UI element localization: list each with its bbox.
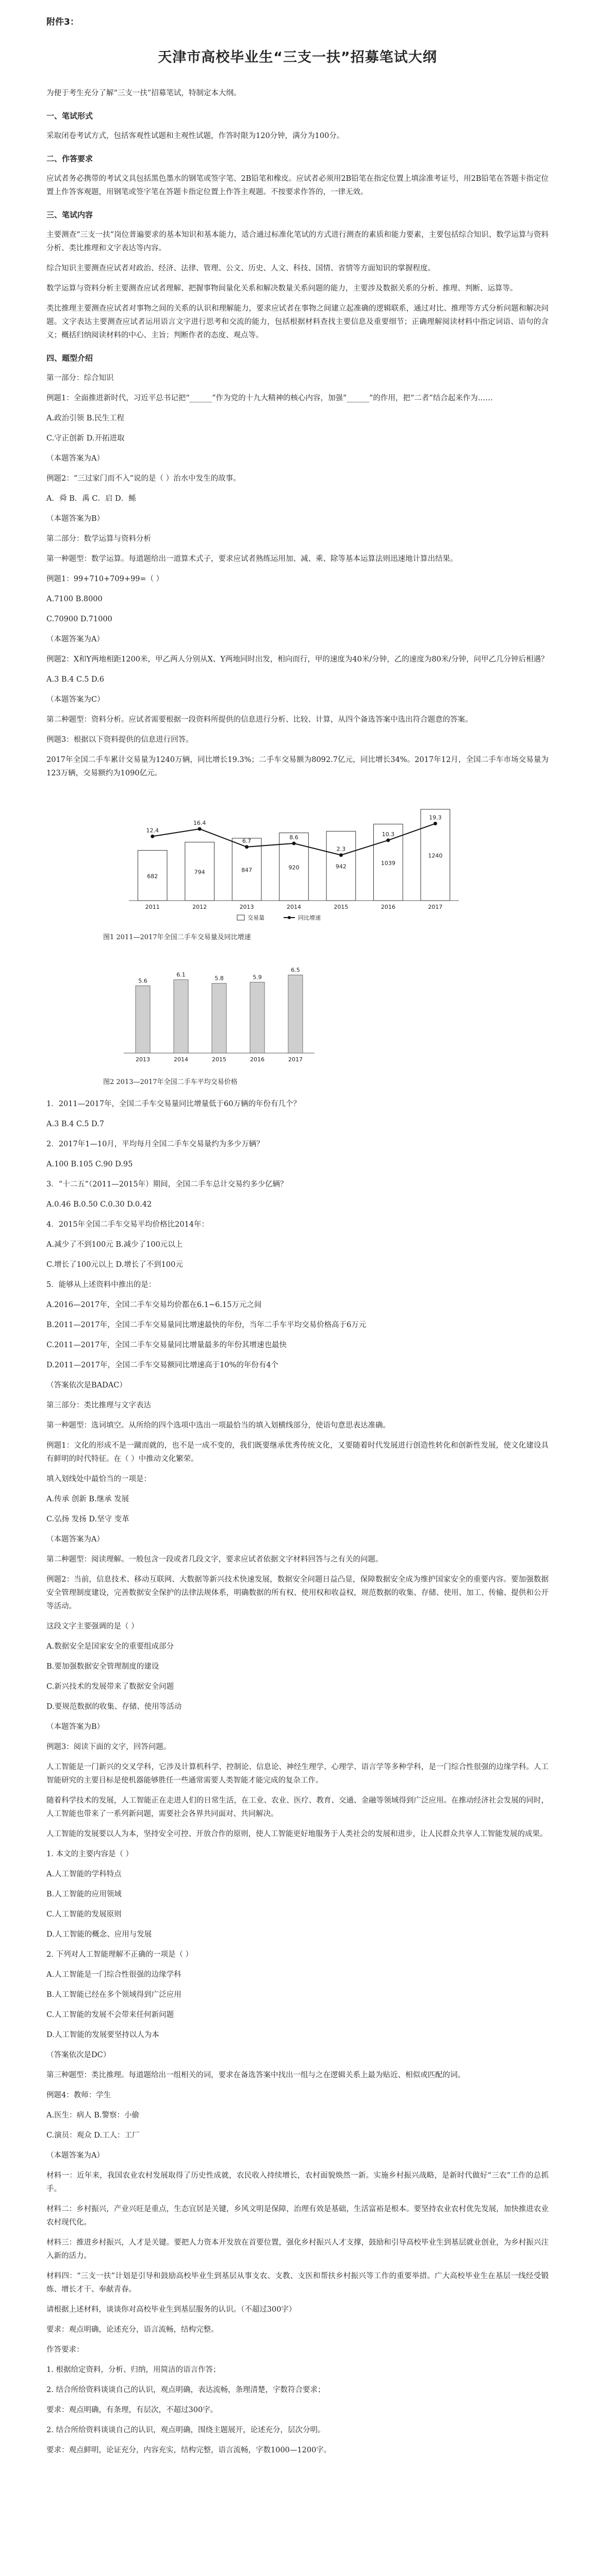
example-options: A.政治引领 B.民生工程 <box>46 414 124 422</box>
question-options: C.增长了100元以上 D.增长了不到100元 <box>46 1261 183 1269</box>
growth-value-label: 19.3 <box>429 814 442 821</box>
paragraph: 要求：观点鲜明，论证充分，内容充实，结构完整，语言流畅，字数1000—1200字。 <box>46 2446 332 2454</box>
paragraph: 第二种题型：阅读理解。一般包含一段或者几段文字，要求应试者依据文字材料回答与之有关的问题。 <box>46 1555 383 1564</box>
example-options: A.传承 创新 B.继承 发展 <box>46 1495 129 1503</box>
paragraph: 作答要求： <box>46 2346 84 2354</box>
example-question: 例题4：教师：学生 <box>46 2091 111 2099</box>
example-answer: （答案依次是BADAC） <box>46 1381 127 1389</box>
bar-value-label: 5.8 <box>214 975 224 982</box>
example-options: D.要规范数据的收集、存储、使用等活动 <box>46 1703 182 1711</box>
paragraph: 2. 结合所给资料谈谈自己的认识，观点明确，围绕主题展开，论述充分，层次分明。 <box>46 2426 325 2434</box>
x-tick-label: 2015 <box>212 1056 226 1063</box>
example-question: 例题3：阅读下面的文字，回答问题。 <box>46 1743 171 1751</box>
legend-label: 交易量 <box>247 914 265 921</box>
example-options: C.70900 D.71000 <box>46 615 112 623</box>
x-tick-label: 2014 <box>174 1056 188 1063</box>
question-options: C.人工智能的发展不会带来任何新问题 <box>46 2011 174 2019</box>
bar-value-label: 1240 <box>428 852 443 859</box>
question-options: A.100 B.105 C.90 D.95 <box>46 1160 133 1168</box>
question-options: C.2011—2017年，全国二手车交易量同比增量最多的年份其增速也最快 <box>46 1341 287 1349</box>
paragraph: 第三种题型：类比推理。每道题给出一组相关的词，要求在备选答案中找出一组与之在逻辑关系上最为贴近、相似或匹配的词。 <box>46 2071 465 2079</box>
question-options: A.3 B.4 C.5 D.7 <box>46 1120 104 1128</box>
growth-value-label: 2.3 <box>336 845 346 853</box>
bar <box>288 975 303 1053</box>
paragraph: 人工智能的发展要以人为本，坚持安全可控、开放合作的原则，使人工智能更好地服务于人类社会的发展和进步，让人民群众共享人工智能发展的成果。 <box>46 1830 548 1838</box>
paragraph: 采取闭卷考试方式，包括客观性试题和主观性试题，作答时限为120分钟，满分为100分。 <box>46 132 344 140</box>
question-options: B.人工智能的应用领域 <box>46 1890 122 1899</box>
paragraph: 材料二：乡村振兴，产业兴旺是重点，生态宜居是关键，乡风文明是保障，治理有效是基础，生活富裕是根本。要坚持农业农村优先发展，加快推进农业农村现代化。 <box>46 2205 549 2227</box>
x-tick-label: 2017 <box>428 904 443 910</box>
example-question: 例题1：文化的形成不是一蹴而就的，也不是一成不变的，我们既要继承优秀传统文化，又要随着时代发展进行创造性转化和创新性发展，使文化建设具有鲜明的时代特征。在（ ）中推动文化繁荣。 <box>46 1442 549 1463</box>
question: 5．能够从上述资料中推出的是： <box>46 1281 156 1289</box>
section-heading: 三、笔试内容 <box>46 210 93 219</box>
part-heading: 第三部分：类比推理与文字表达 <box>46 1401 151 1410</box>
growth-point <box>245 845 249 849</box>
example-options: A．舜 B．禹 C．启 D．鲧 <box>46 495 136 503</box>
question: 3．“十二五”（2011—2015年）期间，全国二手车总计交易约多少亿辆？ <box>46 1180 288 1189</box>
legend-line-marker <box>288 916 291 919</box>
paragraph: 第一种题型：选词填空。从所给的四个选项中选出一项最恰当的填入划横线部分，使语句意思表达准确。 <box>46 1421 390 1430</box>
question-options: A.0.46 B.0.50 C.0.30 D.0.42 <box>46 1200 152 1209</box>
bar-value-label: 1039 <box>381 859 395 867</box>
paragraph: 填入划线处中最恰当的一项是： <box>46 1475 151 1483</box>
question: 1. 本文的主要内容是（ ） <box>46 1850 134 1858</box>
bar-value-label: 942 <box>335 863 346 870</box>
part-heading: 第二部分：数学运算与资料分析 <box>46 535 151 543</box>
example-options: A.医生：病人 B.警察：小偷 <box>46 2111 139 2120</box>
section-heading: 一、笔试形式 <box>46 111 93 121</box>
paragraph: 材料一：近年来，我国农业农村发展取得了历史性成就，农民收入持续增长，农村面貌焕然一新。实施乡村振兴战略，是新时代做好“三农”工作的总抓手。 <box>46 2172 549 2193</box>
example-answer: （本题答案为A） <box>46 1535 104 1544</box>
document-title: 天津市高校毕业生“三支一扶”招募笔试大纲 <box>158 49 437 65</box>
bar-value-label: 6.1 <box>176 971 186 978</box>
paragraph: 随着科学技术的发展，人工智能正在走进人们的日常生活，在工业、农业、医疗、教育、交通、金融等领域得到广泛应用。在推动经济社会发展的同时，人工智能也带来了一系列新问题，需要社会各界共同面对、共同解决。 <box>46 1797 549 1818</box>
question-options: A.2016—2017年，全国二手车交易均价都在6.1~6.15万元之间 <box>46 1301 262 1309</box>
x-tick-label: 2012 <box>192 904 207 910</box>
bar <box>174 980 188 1053</box>
example-answer: （本题答案为B） <box>46 1723 105 1731</box>
legend-label: 同比增速 <box>298 914 321 921</box>
example-answer: （本题答案为B） <box>46 515 105 523</box>
bar <box>136 986 150 1053</box>
growth-point <box>292 842 296 845</box>
paragraph: 材料三：推进乡村振兴，人才是关键。要把人力资本开发放在首要位置，强化乡村振兴人才支撑，鼓励和引导高校毕业生到基层就业创业，为乡村振兴注入新的活力。 <box>46 2239 549 2260</box>
paragraph: 要求：观点明确，论述充分，语言流畅，结构完整。 <box>46 2326 219 2334</box>
part-heading: 第一部分：综合知识 <box>46 374 114 382</box>
x-tick-label: 2016 <box>381 904 395 910</box>
question: 请根据上述材料，谈谈你对高校毕业生到基层服务的认识。（不超过300字） <box>46 2306 296 2314</box>
paragraph: 第二种题型：资料分析。应试者需要根据一段资料所提供的信息进行分析、比较、计算，从四个备选答案中选出符合题意的答案。 <box>46 716 473 724</box>
legend-bar-swatch <box>237 915 244 920</box>
question: 4．2015年全国二手车交易平均价格比2014年： <box>46 1221 209 1229</box>
chart-2-caption: 图2 2013—2017年全国二手车平均交易价格 <box>103 1078 238 1086</box>
bar-value-label: 794 <box>194 869 205 876</box>
growth-point <box>434 822 437 825</box>
growth-value-label: 16.4 <box>193 819 206 826</box>
question: 1．2011—2017年，全国二手车交易量同比增量低于60万辆的年份有几个？ <box>46 1100 301 1108</box>
example-answer: （本题答案为A） <box>46 2151 104 2160</box>
question-options: A.减少了不到100元 B.减少了100元以上 <box>46 1241 183 1249</box>
x-tick-label: 2015 <box>334 904 349 910</box>
section-heading: 四、题型介绍 <box>46 353 93 363</box>
attachment-label: 附件3： <box>46 17 79 27</box>
paragraph: 2. 结合所给资料谈谈自己的认识，观点明确，表达流畅，条理清楚，字数符合要求； <box>46 2386 325 2394</box>
bar-value-label: 920 <box>288 864 300 871</box>
example-question: 例题2：当前，信息技术、移动互联网、大数据等新兴技术快速发展，数据安全问题日益凸显，保障数据安全成为维护国家安全的重要内容。要加强数据安全管理制度建设，完善数据安全保护的法律法规体系，明确数据的所有权、使用权和收益权，规范数据的收集、存储、使用、加工、传输、提供和公开等活动。 <box>46 1575 549 1611</box>
paragraph: 这段文字主要强调的是（ ） <box>46 1622 139 1631</box>
x-tick-label: 2016 <box>250 1056 265 1063</box>
example-answer: （本题答案为A） <box>46 635 104 643</box>
question: 2. 下列对人工智能理解不正确的一项是（ ） <box>46 1951 193 1959</box>
growth-value-label: 6.7 <box>242 837 252 844</box>
bar-value-label: 5.6 <box>138 977 147 985</box>
example-options: A.数据安全是国家安全的重要组成部分 <box>46 1642 174 1651</box>
example-answer: （本题答案为A） <box>46 454 104 463</box>
growth-point <box>386 838 390 842</box>
paragraph: 例题3：根据以下资料提供的信息进行回答。 <box>46 736 193 744</box>
question-options: A.人工智能的学科特点 <box>46 1870 122 1878</box>
example-answer: （答案依次是DC） <box>46 2051 111 2059</box>
question-options: D.人工智能的发展要坚持以人为本 <box>46 2031 159 2039</box>
bar <box>212 984 226 1053</box>
bar-value-label: 6.5 <box>291 967 300 974</box>
chart-1-svg <box>108 787 480 926</box>
x-tick-label: 2014 <box>287 904 301 910</box>
x-tick-label: 2011 <box>145 904 160 910</box>
growth-point <box>198 827 202 831</box>
question-options: C.人工智能的发展原则 <box>46 1910 122 1919</box>
x-tick-label: 2017 <box>288 1056 303 1063</box>
bar-value-label: 682 <box>147 873 158 880</box>
paragraph: 类比推理主要测查应试者对事物之间的关系的认识和理解能力，要求应试者在事物之间建立起准确的逻辑联系，通过对比、推理等方式分析问题和解决问题。文字表达主要测查应试者运用语言文字进行思考和交流的能力，包括根据材料查找主要信息及重要细节；正确理解阅读材料中指定词语、语句的含义；概括归纳阅读材料的中心、主旨；判断作者的态度、观点等。 <box>46 304 549 340</box>
growth-value-label: 10.3 <box>382 831 395 838</box>
example-options: A.7100 B.8000 <box>46 595 103 603</box>
bar-value-label: 847 <box>241 867 253 874</box>
paragraph: 人工智能是一门新兴的交叉学科，它涉及计算机科学、控制论、信息论、神经生理学、心理学、语言学等多种学科，是一门综合性很强的边缘学科。人工智能研究的主要目标是使机器能够胜任一些通常需要人类智能才能完成的复杂工作。 <box>46 1763 549 1785</box>
question-options: D.2011—2017年，全国二手车交易额同比增速高于10%的年份有4个 <box>46 1361 278 1369</box>
question-options: B.人工智能已经在多个领域得到广泛应用 <box>46 1991 181 1999</box>
paragraph: 综合知识主要测查应试者对政治、经济、法律、管理、公文、历史、人文、科技、国情、省情等方面知识的掌握程度。 <box>46 264 435 273</box>
growth-value-label: 8.6 <box>289 834 299 841</box>
paragraph: 数学运算与资料分析主要测查应试者理解、把握事物间量化关系和解决数量关系问题的能力，主要涉及数据关系的分析、推理、判断、运算等。 <box>46 284 518 293</box>
growth-point <box>339 853 343 857</box>
paragraph: 第一种题型：数学运算。每道题给出一道算术式子，要求应试者熟练运用加、减、乘、除等基本运算法则迅速地计算出结果。 <box>46 555 458 563</box>
paragraph: 材料四：“三支一扶”计划是引导和鼓励高校毕业生到基层从事支农、支教、支医和帮扶乡村振兴等工作的重要举措。广大高校毕业生在基层一线经受锻炼、增长才干、奉献青春。 <box>46 2272 549 2294</box>
chart-1 <box>108 787 549 928</box>
x-tick-label: 2013 <box>239 904 254 910</box>
chart-2 <box>108 953 549 1073</box>
paragraph: 应试者务必携带的考试文具包括黑色墨水的钢笔或签字笔、2B铅笔和橡皮。应试者必须用2B铅笔在指定位置上填涂准考证号，用2B铅笔在答题卡指定位置上作答客观题，用钢笔或签字笔在答题卡指定位置上作答主观题。不按要求作答的，一律无效。 <box>46 175 549 196</box>
example-options: C.守正创新 D.开拓进取 <box>46 434 125 443</box>
chart-2-svg <box>108 953 325 1071</box>
paragraph: 主要测查“三支一扶”岗位普遍要求的基本知识和基本能力，适合通过标准化笔试的方式进行测查的素质和能力要素，主要包括综合知识、数学运算与资料分析、类比推理和文字表达等内容。 <box>46 231 549 252</box>
chart-1-caption: 图1 2011—2017年全国二手车交易量及同比增速 <box>103 934 251 941</box>
paragraph: 要求：观点明确，有条理，有层次，不超过300字。 <box>46 2406 218 2414</box>
example-question: 例题1：99+710+709+99=（ ） <box>46 575 164 583</box>
section-heading: 二、作答要求 <box>46 154 93 163</box>
paragraph: 1. 根据给定资料，分析、归纳，用简洁的语言作答； <box>46 2366 221 2374</box>
example-options: B.要加强数据安全管理制度的建设 <box>46 1663 159 1671</box>
bar <box>250 982 265 1053</box>
question-options: B.2011—2017年，全国二手车交易量同比增速最快的年份，当年二手车平均交易价格高于6万元 <box>46 1321 367 1329</box>
example-question: 例题2：“三过家门而不入”说的是（ ）治水中发生的故事。 <box>46 474 241 483</box>
question-options: A.人工智能是一门综合性很强的边缘学科 <box>46 1971 181 1979</box>
example-options: C.演员：观众 D.工人：工厂 <box>46 2131 140 2140</box>
example-options: C.弘扬 发扬 D.坚守 变革 <box>46 1515 129 1523</box>
example-question: 例题2：X和Y两地相距1200米，甲乙两人分别从X、Y两地同时出发，相向而行，甲的速度为40米/分钟，乙的速度为80米/分钟，问甲乙几分钟后相遇？ <box>46 655 549 664</box>
growth-point <box>151 835 154 838</box>
question: 2．2017年1—10月，平均每月全国二手车交易量约为多少万辆？ <box>46 1140 264 1148</box>
example-options: A.3 B.4 C.5 D.6 <box>46 675 104 684</box>
paragraph: 2017年全国二手车累计交易量为1240万辆，同比增长19.3%；二手车交易额为8092.7亿元，同比增长34%。2017年12月，全国二手车市场交易量为123万辆，交易额约为1090亿元。 <box>46 756 549 777</box>
example-question: 例题1：全面推进新时代，习近平总书记把“______”作为党的十九大精神的核心内容，加强“______”的作用，把“二者”结合起来作为…… <box>46 394 493 402</box>
intro-paragraph: 为便于考生充分了解“三支一扶”招募笔试，特制定本大纲。 <box>46 89 241 97</box>
x-tick-label: 2013 <box>136 1056 150 1063</box>
question-options: D.人工智能的概念、应用与发展 <box>46 1930 152 1939</box>
example-options: C.新兴技术的发展带来了数据安全问题 <box>46 1683 174 1691</box>
bar-value-label: 5.9 <box>253 974 262 981</box>
example-answer: （本题答案为C） <box>46 696 105 704</box>
growth-value-label: 12.4 <box>146 827 159 834</box>
